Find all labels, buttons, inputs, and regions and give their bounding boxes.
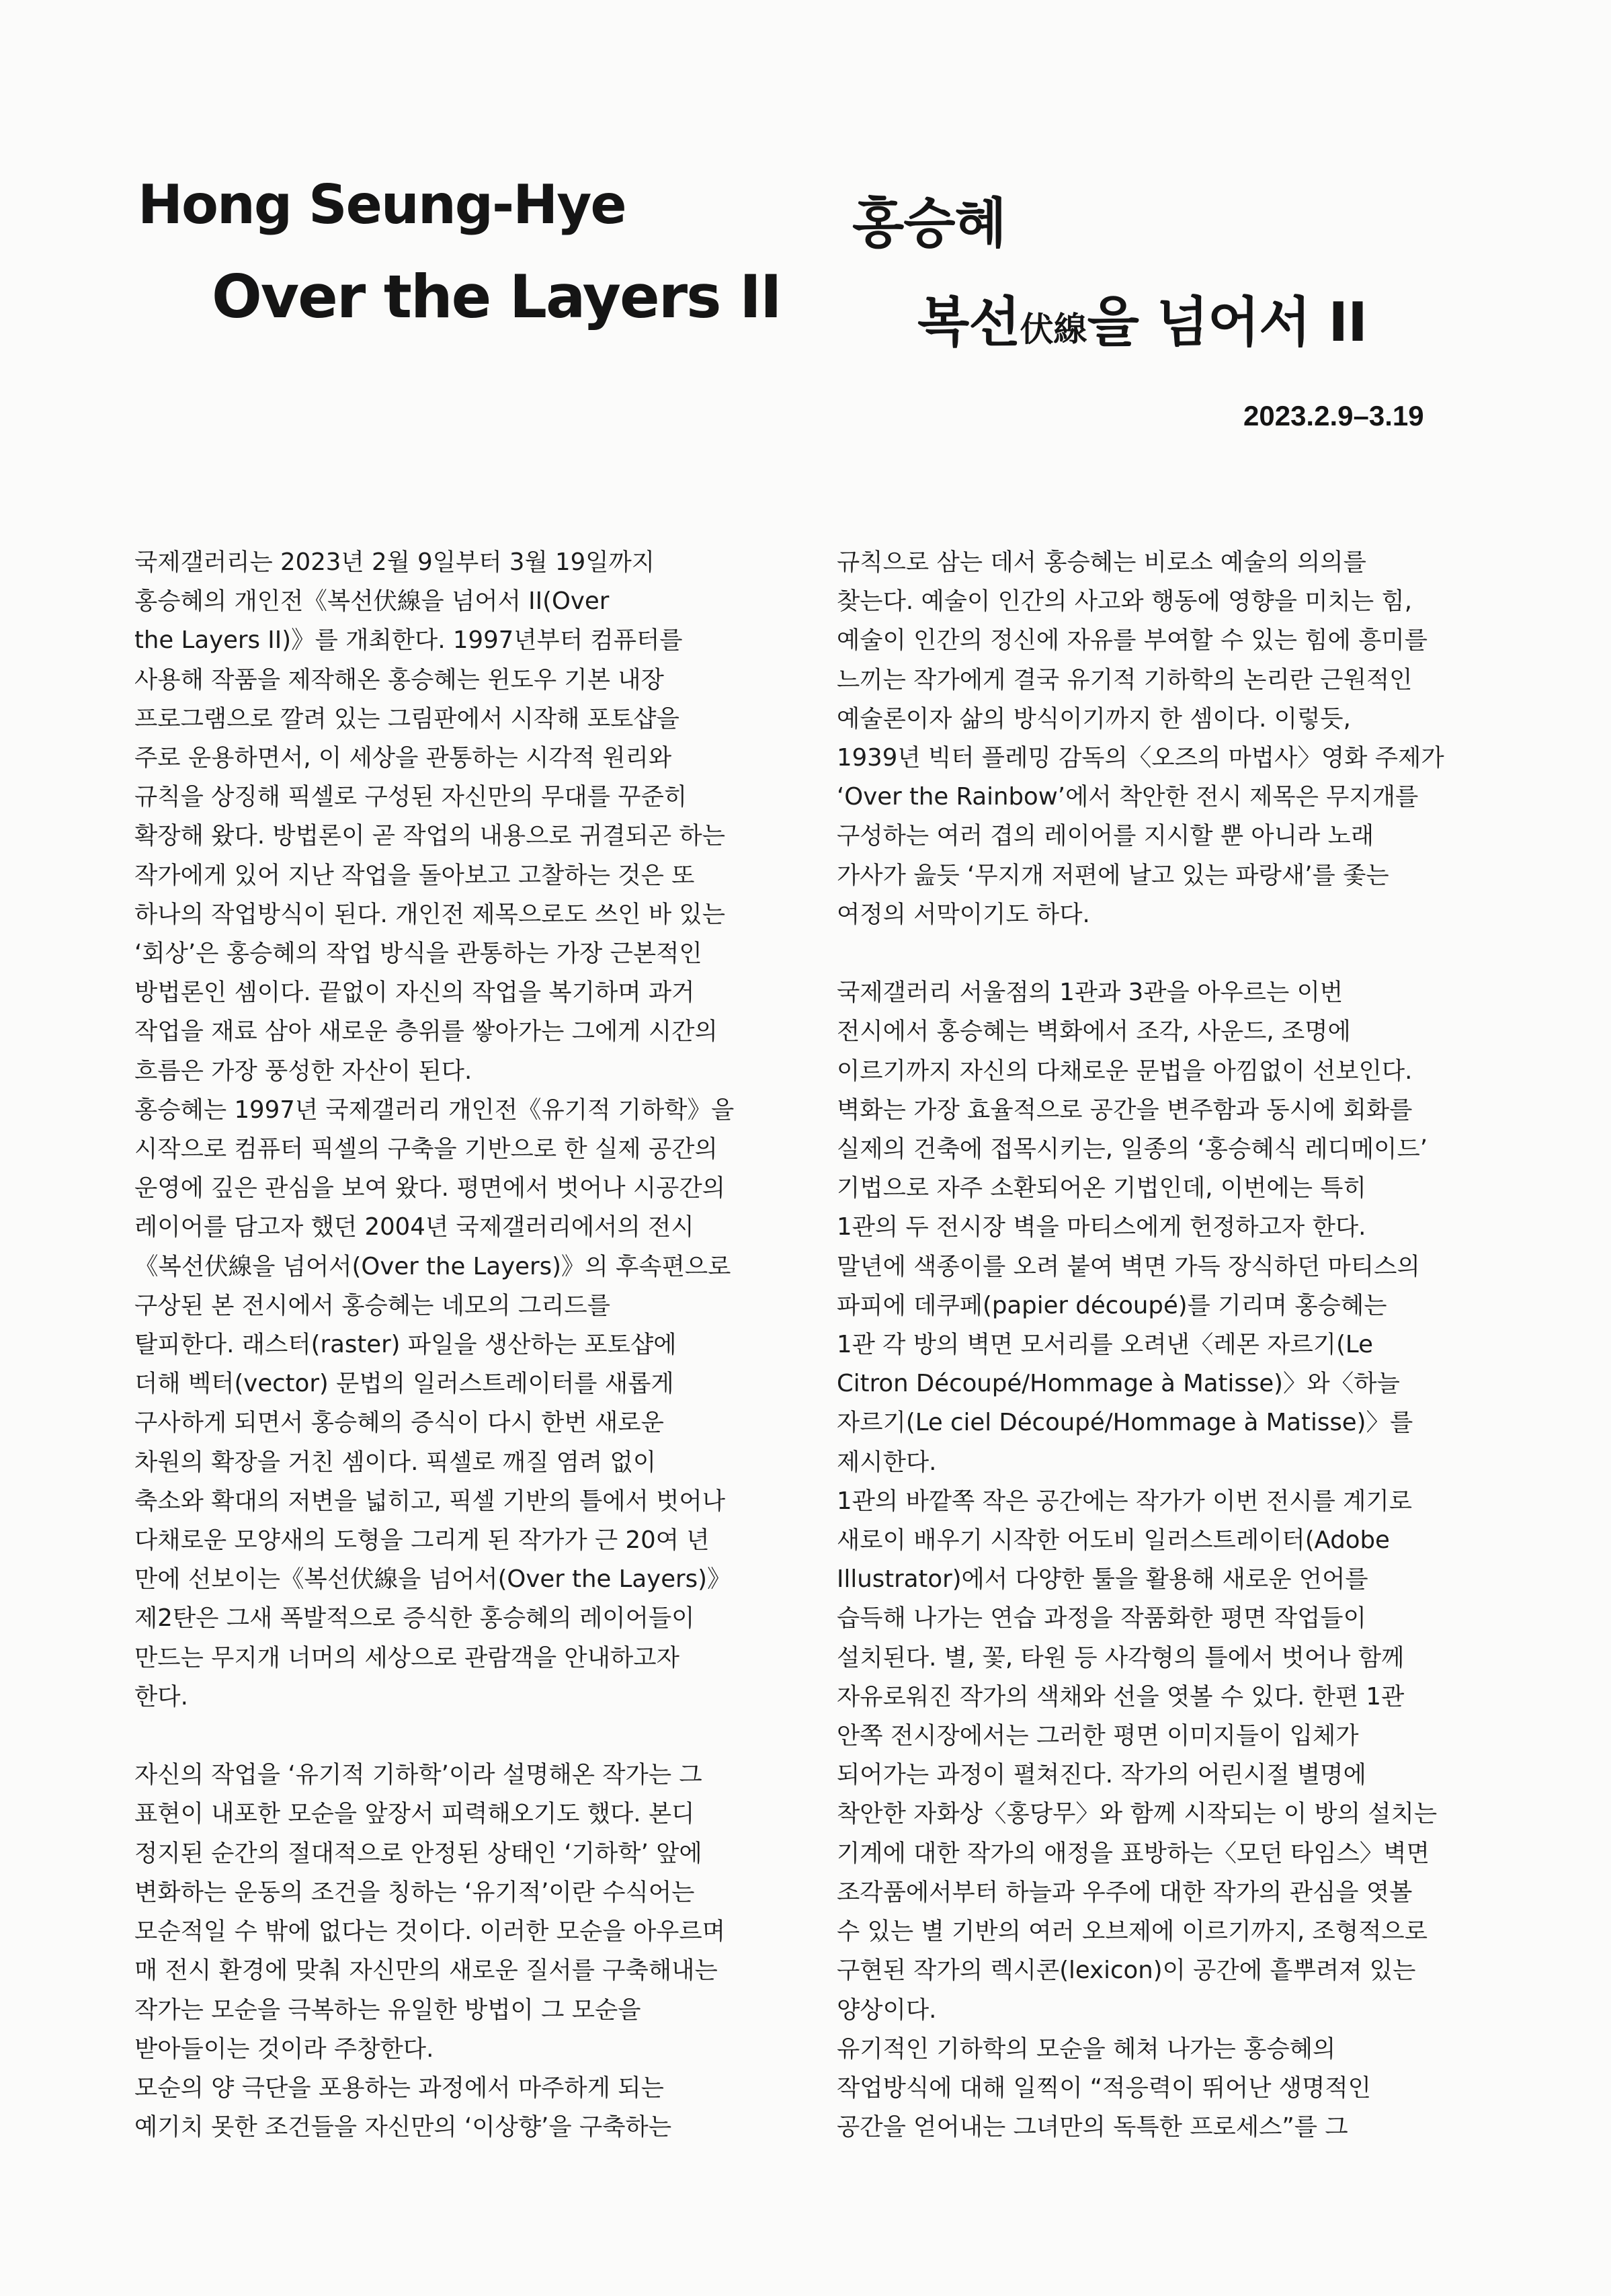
text-line: Citron Découpé/Hommage à Matisse)〉와〈하늘	[837, 1370, 1400, 1398]
paragraph	[837, 2030, 1475, 2147]
text-line: 국제갤러리 서울점의 1관과 3관을 아우르는 이번	[837, 979, 1344, 1007]
text-line: 만에 선보이는《복선伏線을 넘어서(Over the Layers)》	[134, 1565, 731, 1594]
text-line: 새로이 배우기 시작한 어도비 일러스트레이터(Adobe	[837, 1526, 1390, 1555]
text-line: 더해 벡터(vector) 문법의 일러스트레이터를 새롭게	[134, 1370, 674, 1398]
text-line: 느끼는 작가에게 결국 유기적 기하학의 논리란 근원적인	[837, 665, 1413, 694]
text-line: 확장해 왔다. 방법론이 곧 작업의 내용으로 귀결되곤 하는	[134, 822, 726, 850]
text-line: 구상된 본 전시에서 홍승혜는 네모의 그리드를	[134, 1291, 610, 1319]
text-line: 하나의 작업방식이 된다. 개인전 제목으로도 쓰인 바 있는	[134, 900, 726, 928]
text-line: 작가에게 있어 지난 작업을 돌아보고 고찰하는 것은 또	[134, 861, 695, 889]
text-line: 작업방식에 대해 일찍이 “적응력이 뛰어난 생명적인	[837, 2074, 1371, 2102]
text-line: 1939년 빅터 플레밍 감독의〈오즈의 마법사〉영화 주제가	[837, 744, 1444, 772]
text-line: 레이어를 담고자 했던 2004년 국제갤러리에서의 전시	[134, 1213, 694, 1241]
text-line: 수 있는 별 기반의 여러 오브제에 이르기까지, 조형적으로	[837, 1918, 1428, 1946]
text-line: Illustrator)에서 다양한 툴을 활용해 새로운 언어를	[837, 1565, 1368, 1594]
text-line: the Layers II)》를 개최한다. 1997년부터 컴퓨터를	[134, 626, 683, 655]
text-line: 되어가는 과정이 펼쳐진다. 작가의 어린시절 별명에	[837, 1761, 1366, 1789]
text-line: 홍승혜는 1997년 국제갤러리 개인전《유기적 기하학》을	[134, 1096, 735, 1124]
text-line: 유기적인 기하학의 모순을 헤쳐 나가는 홍승혜의	[837, 2035, 1336, 2063]
text-line: 파피에 데쿠페(papier découpé)를 기리며 홍승혜는	[837, 1291, 1387, 1319]
paragraph	[134, 543, 766, 1091]
title-ko-exhibition-part2: 을 넘어서 II	[1087, 291, 1367, 354]
text-line: 착안한 자화상〈홍당무〉와 함께 시작되는 이 방의 설치는	[837, 1800, 1438, 1828]
text-line: 예기치 못한 조건들을 자신만의 ‘이상향’을 구축하는	[134, 2113, 672, 2141]
title-en-exhibition: Over the Layers II	[212, 262, 781, 331]
text-line: 프로그램으로 깔려 있는 그림판에서 시작해 포토샵을	[134, 704, 679, 733]
text-line: 표현이 내포한 모순을 앞장서 피력해오기도 했다. 본디	[134, 1800, 695, 1828]
text-line: 구사하게 되면서 홍승혜의 증식이 다시 한번 새로운	[134, 1409, 664, 1437]
text-line: 벽화는 가장 효율적으로 공간을 변주함과 동시에 회화를	[837, 1096, 1413, 1124]
text-line: 매 전시 환경에 맞춰 자신만의 새로운 질서를 구축해내는	[134, 1957, 718, 1985]
text-line: 기계에 대한 작가의 애정을 표방하는〈모던 타임스〉벽면	[837, 1839, 1430, 1867]
text-line: 시작으로 컴퓨터 픽셀의 구축을 기반으로 한 실제 공간의	[134, 1135, 718, 1163]
text-line: 국제갤러리는 2023년 2월 9일부터 3월 19일까지	[134, 548, 655, 576]
text-line: ‘Over the Rainbow’에서 착안한 전시 제목은 무지개를	[837, 783, 1419, 811]
text-line: 찾는다. 예술이 인간의 사고와 행동에 영향을 미치는 힘,	[837, 587, 1413, 616]
text-line: 말년에 색종이를 오려 붙여 벽면 가득 장식하던 마티스의	[837, 1252, 1420, 1280]
text-line: 예술론이자 삶의 방식이기까지 한 셈이다. 이렇듯,	[837, 704, 1351, 733]
text-line: 규칙으로 삼는 데서 홍승혜는 비로소 예술의 의의를	[837, 548, 1366, 576]
text-line: 다채로운 모양새의 도형을 그리게 된 작가가 근 20여 년	[134, 1526, 710, 1555]
text-line: 설치된다. 별, 꽃, 타원 등 사각형의 틀에서 벗어나 함께	[837, 1643, 1405, 1672]
text-line: 작업을 재료 삼아 새로운 층위를 쌓아가는 그에게 시간의	[134, 1018, 718, 1046]
text-line: 자유로워진 작가의 색채와 선을 엿볼 수 있다. 한편 1관	[837, 1682, 1405, 1711]
text-line: 여정의 서막이기도 하다.	[837, 900, 1090, 928]
text-line: 주로 운용하면서, 이 세상을 관통하는 시각적 원리와	[134, 744, 672, 772]
text-line: 축소와 확대의 저변을 넓히고, 픽셀 기반의 틀에서 벗어나	[134, 1487, 726, 1515]
text-line: 공간을 얻어내는 그녀만의 독특한 프로세스”를 그	[837, 2113, 1348, 2141]
title-ko-exhibition	[917, 279, 1367, 356]
text-line: 홍승혜의 개인전《복선伏線을 넘어서 II(Over	[134, 587, 610, 616]
text-line: 흐름은 가장 풍성한 자산이 된다.	[134, 1057, 472, 1085]
paragraph-gap	[837, 934, 1475, 973]
text-line: 정지된 순간의 절대적으로 안정된 상태인 ‘기하학’ 앞에	[134, 1839, 702, 1867]
paragraph	[837, 1482, 1475, 2030]
text-line: 방법론인 셈이다. 끝없이 자신의 작업을 복기하며 과거	[134, 979, 695, 1007]
text-line: 이르기까지 자신의 다채로운 문법을 아낌없이 선보인다.	[837, 1057, 1413, 1085]
text-line: 가사가 읊듯 ‘무지개 저편에 날고 있는 파랑새’를 좇는	[837, 861, 1389, 889]
text-line: 만드는 무지개 너머의 세상으로 관람객을 안내하고자	[134, 1643, 679, 1672]
text-line: 기법으로 자주 소환되어온 기법인데, 이번에는 특히	[837, 1174, 1366, 1202]
text-line: 받아들이는 것이라 주창한다.	[134, 2035, 434, 2063]
title-ko-exhibition-part1: 복선	[917, 291, 1020, 354]
paragraph	[837, 543, 1475, 934]
text-line: 구현된 작가의 렉시콘(lexicon)이 공간에 흩뿌려져 있는	[837, 1957, 1416, 1985]
text-line: 작가는 모순을 극복하는 유일한 방법이 그 모순을	[134, 1996, 641, 2024]
text-line: 탈피한다. 래스터(raster) 파일을 생산하는 포토샵에	[134, 1331, 677, 1359]
exhibition-date: 2023.2.9–3.19	[1243, 400, 1424, 432]
text-line: 모순적일 수 밖에 없다는 것이다. 이러한 모순을 아우르며	[134, 1918, 726, 1946]
paragraph	[837, 973, 1475, 1482]
title-en-artist: Hong Seung-Hye	[138, 173, 626, 236]
text-line: 제시한다.	[837, 1448, 937, 1476]
text-line: 안쪽 전시장에서는 그러한 평면 이미지들이 입체가	[837, 1722, 1359, 1750]
text-line: 실제의 건축에 접목시키는, 일종의 ‘홍승혜식 레디메이드’	[837, 1135, 1428, 1163]
text-line: 1관의 두 전시장 벽을 마티스에게 헌정하고자 한다.	[837, 1213, 1366, 1241]
text-line: 자르기(Le ciel Découpé/Hommage à Matisse)〉를	[837, 1409, 1413, 1437]
text-line: 예술이 인간의 정신에 자유를 부여할 수 있는 힘에 흥미를	[837, 626, 1428, 655]
text-line: 제2탄은 그새 폭발적으로 증식한 홍승혜의 레이어들이	[134, 1604, 695, 1633]
text-line: 양상이다.	[837, 1996, 937, 2024]
paragraph	[134, 2069, 766, 2147]
text-line: 사용해 작품을 제작해온 홍승혜는 윈도우 기본 내장	[134, 665, 664, 694]
text-line: 전시에서 홍승혜는 벽화에서 조각, 사운드, 조명에	[837, 1018, 1351, 1046]
text-line: 변화하는 운동의 조건을 칭하는 ‘유기적’이란 수식어는	[134, 1878, 695, 1906]
right-text-column	[837, 543, 1475, 2147]
paragraph-gap	[134, 1717, 766, 1756]
text-line: 모순의 양 극단을 포용하는 과정에서 마주하게 되는	[134, 2074, 664, 2102]
text-line: 규칙을 상징해 픽셀로 구성된 자신만의 무대를 꾸준히	[134, 783, 688, 811]
text-line: ‘회상’은 홍승혜의 작업 방식을 관통하는 가장 근본적인	[134, 940, 702, 968]
text-line: 자신의 작업을 ‘유기적 기하학’이라 설명해온 작가는 그	[134, 1761, 702, 1789]
paragraph	[134, 1756, 766, 2069]
text-line: 습득해 나가는 연습 과정을 작품화한 평면 작업들이	[837, 1604, 1366, 1633]
text-line: 《복선伏線을 넘어서(Over the Layers)》의 후속편으로	[134, 1252, 731, 1280]
text-line: 1관 각 방의 벽면 모서리를 오려낸〈레몬 자르기(Le	[837, 1331, 1373, 1359]
title-ko-artist: 홍승혜	[852, 192, 1006, 255]
text-line: 한다.	[134, 1682, 188, 1711]
title-ko-hanja: 伏線	[1020, 310, 1087, 349]
text-line: 차원의 확장을 거친 셈이다. 픽셀로 깨질 염려 없이	[134, 1448, 657, 1476]
text-line: 조각품에서부터 하늘과 우주에 대한 작가의 관심을 엿볼	[837, 1878, 1413, 1906]
text-line: 운영에 깊은 관심을 보여 왔다. 평면에서 벗어나 시공간의	[134, 1174, 726, 1202]
text-line: 1관의 바깥쪽 작은 공간에는 작가가 이번 전시를 계기로	[837, 1487, 1413, 1515]
text-line: 구성하는 여러 겹의 레이어를 지시할 뿐 아니라 노래	[837, 822, 1374, 850]
left-text-column	[134, 543, 766, 2147]
paragraph	[134, 1091, 766, 1717]
